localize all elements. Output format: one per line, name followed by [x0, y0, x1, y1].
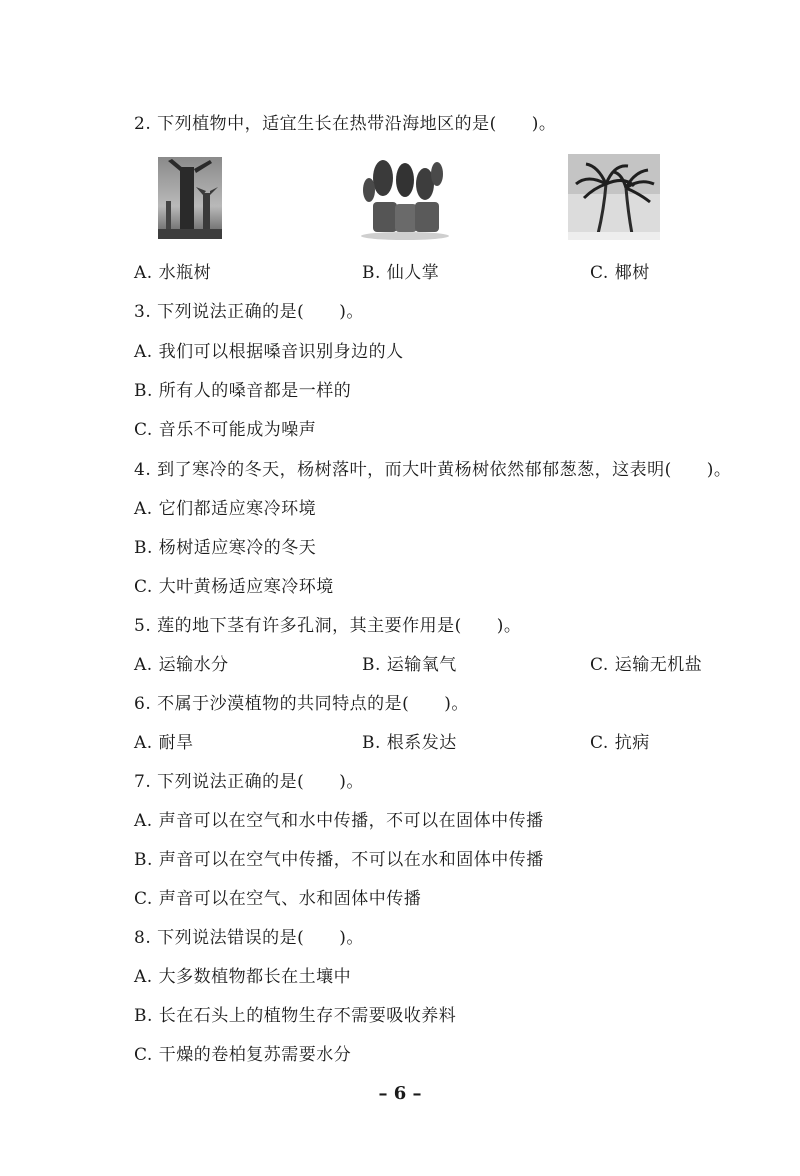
question-5-option-b: B. 运输氧气	[362, 655, 457, 675]
question-2-option-a: A. 水瓶树	[134, 263, 212, 283]
question-5-option-c: C. 运输无机盐	[590, 655, 703, 675]
question-4-option-c: C. 大叶黄杨适应寒冷环境	[134, 577, 334, 597]
question-7-option-a: A. 声音可以在空气和水中传播，不可以在固体中传播	[134, 811, 544, 831]
coconut-palm-photo	[568, 154, 660, 240]
question-4-stem: 4. 到了寒冷的冬天，杨树落叶，而大叶黄杨树依然郁郁葱葱，这表明( )。	[134, 460, 732, 480]
question-4-option-a: A. 它们都适应寒冷环境	[134, 499, 317, 519]
cactus-photo	[353, 156, 451, 240]
question-5-stem: 5. 莲的地下茎有许多孔洞，其主要作用是( )。	[134, 616, 522, 636]
baobab-tree-photo	[158, 157, 222, 239]
question-6-option-c: C. 抗病	[590, 733, 650, 753]
question-2-option-c: C. 椰树	[590, 263, 650, 283]
question-8-option-b: B. 长在石头上的植物生存不需要吸收养料	[134, 1006, 457, 1026]
question-7-option-c: C. 声音可以在空气、水和固体中传播	[134, 889, 422, 909]
question-5-option-a: A. 运输水分	[134, 655, 229, 675]
question-3-option-c: C. 音乐不可能成为噪声	[134, 420, 317, 440]
page-number: – 6 –	[378, 1083, 422, 1104]
question-2-stem: 2. 下列植物中，适宜生长在热带沿海地区的是( )。	[134, 114, 557, 134]
question-3-option-a: A. 我们可以根据嗓音识别身边的人	[134, 342, 404, 362]
question-3-option-b: B. 所有人的嗓音都是一样的	[134, 381, 352, 401]
question-4-option-b: B. 杨树适应寒冷的冬天	[134, 538, 317, 558]
question-6-option-a: A. 耐旱	[134, 733, 194, 753]
question-6-option-b: B. 根系发达	[362, 733, 457, 753]
question-7-stem: 7. 下列说法正确的是( )。	[134, 772, 364, 792]
question-7-option-b: B. 声音可以在空气中传播，不可以在水和固体中传播	[134, 850, 544, 870]
question-2-option-b: B. 仙人掌	[362, 263, 440, 283]
question-3-stem: 3. 下列说法正确的是( )。	[134, 302, 364, 322]
question-8-option-a: A. 大多数植物都长在土壤中	[134, 967, 352, 987]
question-8-option-c: C. 干燥的卷柏复苏需要水分	[134, 1045, 352, 1065]
question-8-stem: 8. 下列说法错误的是( )。	[134, 928, 364, 948]
question-6-stem: 6. 不属于沙漠植物的共同特点的是( )。	[134, 694, 469, 714]
